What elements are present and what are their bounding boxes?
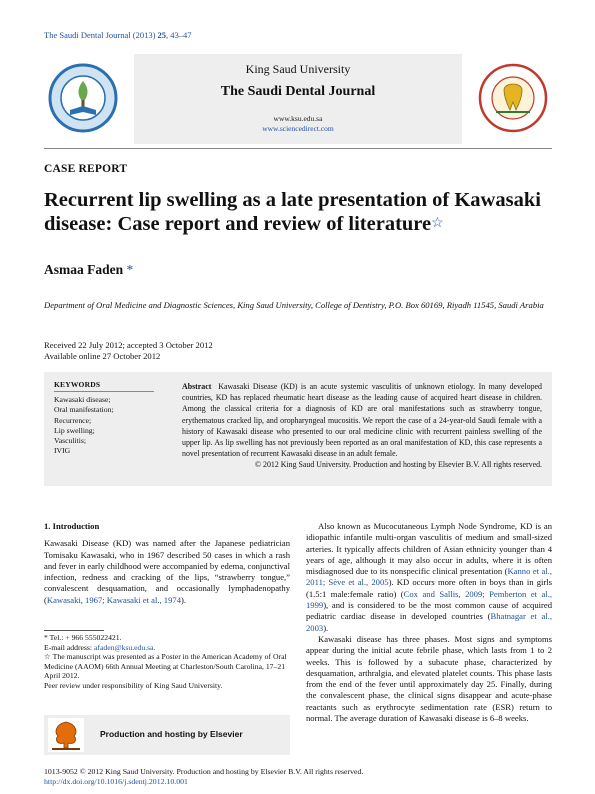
citation-link[interactable]: Kanno et al., 2011; Sève et al., 2005 — [306, 566, 552, 588]
author-footnote-mark[interactable]: * — [123, 262, 134, 277]
journal-masthead-box — [134, 54, 462, 144]
elsevier-banner — [44, 715, 290, 755]
footnote-email — [44, 643, 290, 653]
abstract-copyright: © 2012 King Saud University. Production and hosting by Elsevier B.V. All rights reserved. — [255, 460, 542, 470]
footnote-presentation: ☆ The manuscript was presented as a Poster in the American Academy of Oral Medicine (AAOM) 66th Annual Meeting at Charleston/South Carolina, 17–21 April 2012. — [44, 652, 287, 681]
footnote-peer-review: Peer review under responsibility of King Saud University. — [44, 680, 223, 690]
footnote-divider — [44, 630, 104, 631]
left-column — [44, 521, 290, 606]
masthead — [44, 52, 552, 149]
journal-ref-pages: , 43–47 — [166, 30, 192, 40]
author-affiliation: Department of Oral Medicine and Diagnostic Sciences, King Saud University, College of Dentistry, P.O. Box 60169, Riyadh 11545, Saudi Arabia — [44, 300, 544, 310]
journal-ref-volume: 25 — [157, 30, 167, 40]
section-heading-introduction: 1. Introduction — [44, 521, 100, 531]
keywords-heading: KEYWORDS — [54, 380, 101, 389]
author-name: Asmaa Faden — [44, 262, 124, 277]
intro-text: Kawasaki Disease (KD) was named after the Japanese pediatrician Tomisaku Kawasaki, who in 1967 described 50 cases in which a rash and fever in early childhood were accompanied by edema, conjunctival infection, redness and cracking of the lips, “strawberry tongue,” convalescent desquamation, and occasionally lymphadenopathy ( — [44, 538, 290, 605]
footnote-tel: * Tel.: + 966 555022421. — [44, 633, 122, 642]
right-text-b: ). KD occurs more often in boys than in girls (1.5:1 male:female ratio) ( — [306, 577, 552, 599]
university-name: King Saud University — [245, 62, 351, 76]
right-text-d: ). — [323, 622, 329, 633]
abstract-text: Kawasaki Disease (KD) is an acute systemic vasculitis of unknown etiology. In many developed countries, KD has replaced rheumatic heart disease as the leading cause of acquired heart disease in children. Among the classical criteria for a diagnosis of KD are oral manifestations such as strawberry tongue, erythematous cracked lip, and oropharyngeal mucositis. We report the case of a 24-year-old Saudi female with a history of Kawasaki disease who presented to our oral medicine clinic with recurrent painless swelling of the upper lip. As lip swelling has not previously been reported as an oral manifestation of KD, this case represents a novel presentation of recurrent Kawasaki disease in an adult female. — [182, 382, 542, 459]
title-footnote-mark[interactable]: ☆ — [431, 216, 444, 231]
journal-ref-prefix: The Saudi Dental Journal (2013) — [44, 30, 158, 40]
elsevier-tree-logo — [48, 718, 84, 752]
citation-link[interactable]: Bhatnagar et al., 2003 — [306, 611, 552, 633]
intro-paragraph — [44, 538, 290, 606]
right-paragraph-2: Kawasaki disease has three phases. Most signs and symptoms appear during the initial acute febrile phase, which lasts from 1 to 2 weeks. This is followed by a subacute phase, characterized by desquamation, arthralgia, and elevated platelet counts. This phase lasts from the end of the fever until approximately day 25. Finally, during the convalescent phase, the clinical signs disappear and acute-phase reactants such as erythrocyte sedimentation rate (ESR) return to normal. The average duration of Kawasaki disease is 6–8 weeks. — [306, 633, 552, 724]
abstract-box — [44, 372, 552, 486]
keyword-item: Oral manifestation; — [54, 405, 114, 415]
issn-copyright: 1013-9052 © 2012 King Saud University. Production and hosting by Elsevier B.V. All rights reserved. — [44, 767, 364, 776]
bottom-meta — [44, 767, 363, 787]
right-text-c: ), and is considered to be the most common cause of acquired pediatric cardiac disease in developed countries ( — [306, 600, 552, 622]
article-title-text: Recurrent lip swelling as a late presentation of Kawasaki disease: Case report and review of literature — [44, 189, 541, 235]
saudi-dental-society-logo — [474, 54, 552, 144]
citation-link[interactable]: Cox and Sallis, 2009; Pemberton et al., 1999 — [306, 588, 552, 611]
sciencedirect-url[interactable]: www.sciencedirect.com — [262, 124, 334, 133]
journal-name: The Saudi Dental Journal — [220, 84, 376, 99]
intro-text-end: ). — [181, 594, 187, 605]
keyword-item: Vasculitis; — [54, 436, 87, 446]
university-url[interactable]: www.ksu.edu.sa — [273, 114, 323, 123]
keywords-list — [54, 395, 114, 457]
keywords-divider — [54, 391, 154, 392]
keyword-item: IVIG — [54, 446, 71, 456]
online-date: Available online 27 October 2012 — [44, 351, 161, 361]
doi-link[interactable]: http://dx.doi.org/10.1016/j.sdentj.2012.10.001 — [44, 777, 188, 786]
elsevier-text: Production and hosting by Elsevier — [100, 729, 243, 739]
received-date: Received 22 July 2012; accepted 3 October 2012 — [44, 340, 213, 350]
article-title — [44, 188, 564, 236]
right-paragraph-1 — [306, 521, 552, 634]
article-dates — [44, 340, 213, 362]
keyword-item: Lip swelling; — [54, 425, 95, 435]
king-saud-university-logo — [44, 54, 122, 144]
keyword-item: Kawasaki disease; — [54, 395, 111, 404]
citation-link[interactable]: Kawasaki, 1967; Kawasaki et al., 1974 — [46, 594, 181, 605]
email-link[interactable]: afaden@ksu.edu.sa. — [93, 642, 156, 652]
abstract — [182, 381, 542, 471]
abstract-label: Abstract — [182, 382, 212, 391]
email-label: E-mail address: — [44, 642, 94, 652]
keyword-item: Recurrence; — [54, 415, 92, 425]
article-type: CASE REPORT — [44, 163, 128, 175]
right-text-a: Also known as Mucocutaneous Lymph Node Syndrome, KD is an idiopathic infantile multi-organ vasculitis of medium and small-sized arteries. It typically affects children of Asian ethnicity younger than 4 years of age, although it may also occur in adults, where it is often misdiagnosed due to its nonspecific clinical presentation ( — [306, 521, 552, 577]
footnote-list — [44, 633, 290, 691]
author — [44, 262, 133, 278]
journal-reference — [44, 30, 192, 40]
footnotes — [44, 630, 290, 691]
right-column — [306, 521, 552, 724]
